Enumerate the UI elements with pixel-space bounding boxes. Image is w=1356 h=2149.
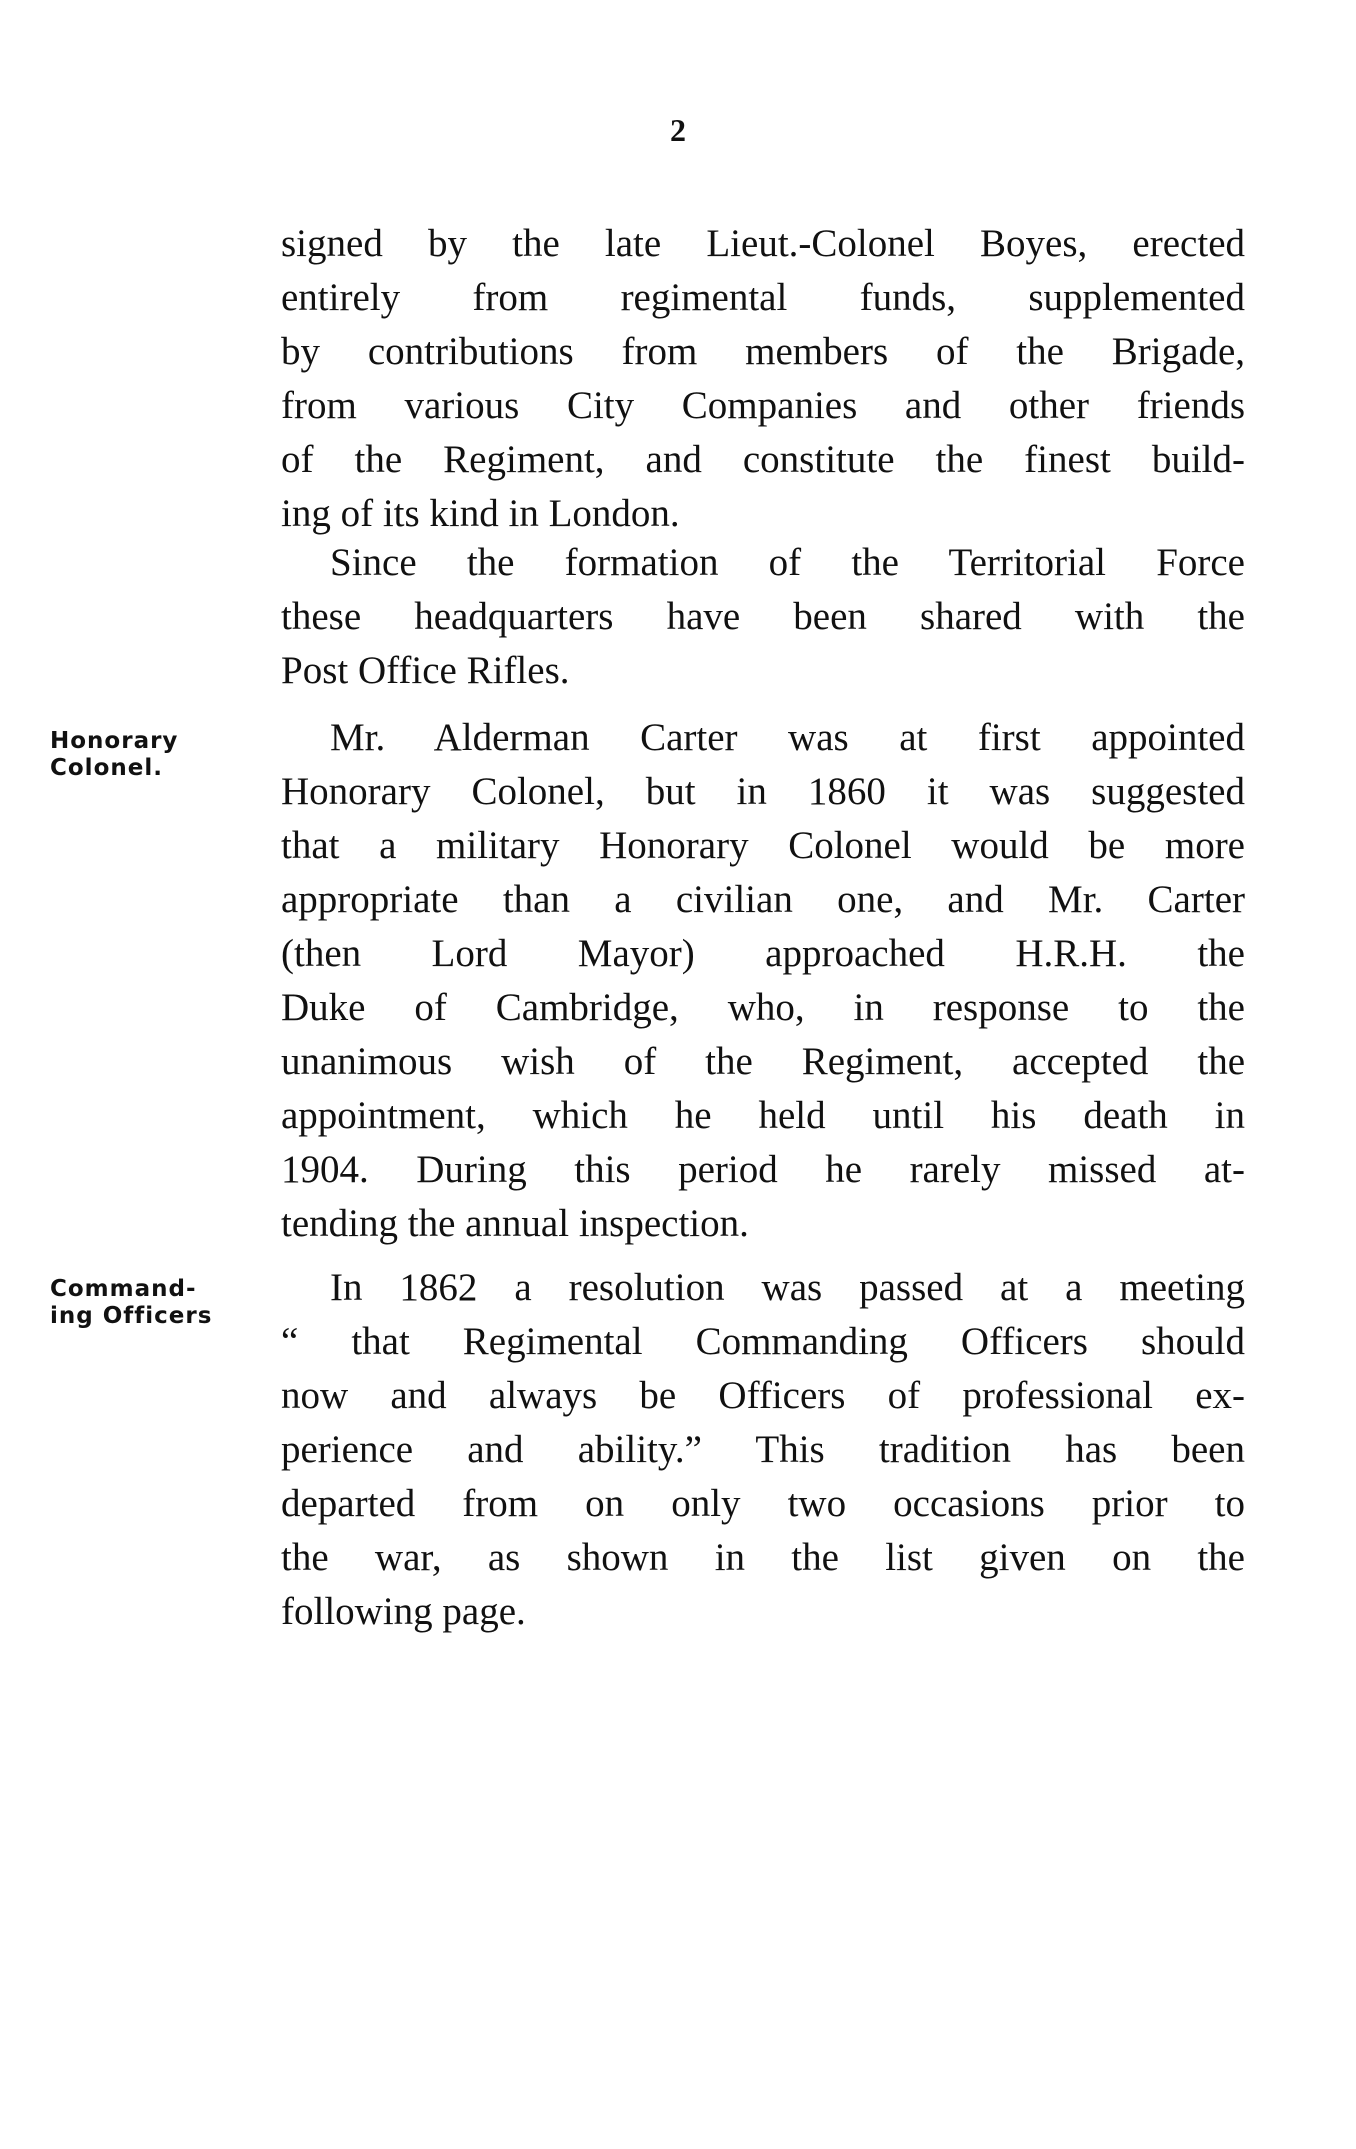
text-line: ing of its kind in London. bbox=[281, 492, 680, 535]
text-line: tending the annual inspection. bbox=[281, 1202, 749, 1245]
text-line: perience and ability.” This tradition has been bbox=[281, 1428, 1245, 1471]
text-line: appropriate than a civilian one, and Mr. Carter bbox=[281, 878, 1245, 921]
text-line: from various City Companies and other friends bbox=[281, 384, 1245, 427]
margin-note-line: Honorary bbox=[50, 728, 179, 754]
margin-note-line: Command- bbox=[50, 1276, 197, 1302]
text-line: Since the formation of the Territorial Force bbox=[330, 541, 1245, 584]
text-line: entirely from regimental funds, supplemented bbox=[281, 276, 1245, 319]
text-line: appointment, which he held until his death in bbox=[281, 1094, 1245, 1137]
paragraph-headquarters-building bbox=[281, 217, 1245, 541]
text-line: that a military Honorary Colonel would be more bbox=[281, 824, 1245, 867]
text-line: Duke of Cambridge, who, in response to the bbox=[281, 986, 1245, 1029]
margin-note-line: ing Officers bbox=[50, 1303, 213, 1329]
text-line: of the Regiment, and constitute the finest build- bbox=[281, 438, 1245, 481]
text-line: the war, as shown in the list given on the bbox=[281, 1536, 1245, 1579]
text-line: In 1862 a resolution was passed at a meeting bbox=[330, 1266, 1245, 1309]
text-line: now and always be Officers of professional ex- bbox=[281, 1374, 1245, 1417]
text-line: signed by the late Lieut.-Colonel Boyes, erected bbox=[281, 222, 1245, 265]
text-line: (then Lord Mayor) approached H.R.H. the bbox=[281, 932, 1245, 975]
margin-note-commanding-officers bbox=[50, 1276, 212, 1330]
paragraph-honorary-colonel bbox=[281, 711, 1245, 1251]
margin-note-honorary-colonel bbox=[50, 728, 178, 782]
paragraph-territorial-force bbox=[281, 536, 1245, 698]
margin-note-line: Colonel. bbox=[50, 755, 163, 781]
page-number: 2 bbox=[670, 112, 686, 148]
text-line: these headquarters have been shared with the bbox=[281, 595, 1245, 638]
text-line: departed from on only two occasions prior to bbox=[281, 1482, 1245, 1525]
text-line: Post Office Rifles. bbox=[281, 649, 570, 692]
text-line: Honorary Colonel, but in 1860 it was suggested bbox=[281, 770, 1245, 813]
text-line: 1904. During this period he rarely missed at- bbox=[281, 1148, 1245, 1191]
text-line: “ that Regimental Commanding Officers should bbox=[281, 1320, 1245, 1363]
text-line: Mr. Alderman Carter was at first appointed bbox=[330, 716, 1245, 759]
text-line: by contributions from members of the Brigade, bbox=[281, 330, 1245, 373]
paragraph-commanding-officers bbox=[281, 1261, 1245, 1639]
text-line: unanimous wish of the Regiment, accepted the bbox=[281, 1040, 1245, 1083]
text-line: following page. bbox=[281, 1590, 526, 1633]
